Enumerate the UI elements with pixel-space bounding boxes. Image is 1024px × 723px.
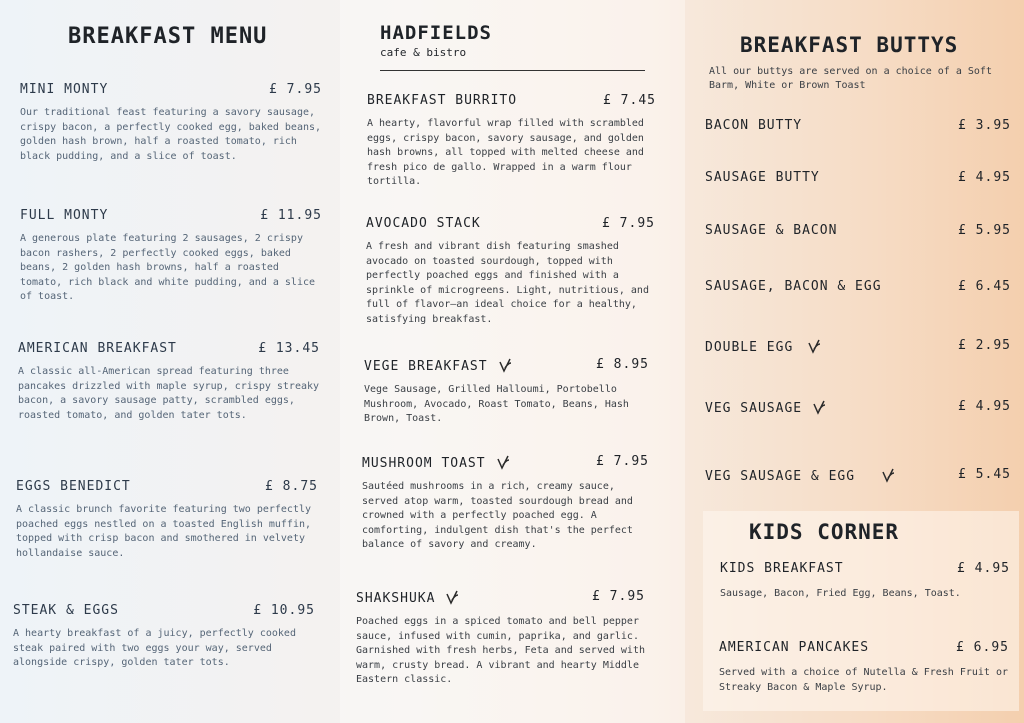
butty-item xyxy=(705,223,1011,238)
butty-price: £ 3.95 xyxy=(958,118,1011,133)
buttys-panel xyxy=(685,0,1024,723)
butty-name: SAUSAGE, BACON & EGG xyxy=(705,279,882,294)
butty-name: SAUSAGE & BACON xyxy=(705,223,838,238)
item-description: A fresh and vibrant dish featuring smashed avocado on toasted sourdough, topped with perfectly poached eggs and finished with a sprinkle of microgreens. Light, nutritious, and full of flavor—an ideal choice for a healthy, satisfying breakfast. xyxy=(366,241,649,325)
item-price: £ 7.95 xyxy=(602,216,655,231)
vegetarian-leaf-icon xyxy=(496,455,510,470)
butty-price: £ 4.95 xyxy=(958,170,1011,185)
header-divider xyxy=(380,70,645,71)
menu-item-eggs-benedict xyxy=(16,479,318,561)
butty-name: DOUBLE EGG xyxy=(705,340,794,355)
butty-item xyxy=(705,170,1011,185)
buttys-note: All our buttys are served on a choice of a Soft Barm, White or Brown Toast xyxy=(709,66,992,91)
butty-name: SAUSAGE BUTTY xyxy=(705,170,820,185)
item-name: AMERICAN PANCAKES xyxy=(719,640,870,655)
item-name: VEGE BREAKFAST xyxy=(364,359,488,374)
vegetarian-leaf-icon xyxy=(807,339,821,354)
specials-panel xyxy=(340,0,685,723)
item-description: A classic all-American spread featuring three pancakes drizzled with maple syrup, crispy streaky bacon, a savory sausage patty, scrambled eggs, roasted tomato, and golden tater tots. xyxy=(18,366,320,421)
item-name: MINI MONTY xyxy=(20,82,109,97)
vegetarian-leaf-icon xyxy=(445,590,459,605)
menu-item-american-pancakes xyxy=(719,640,1009,695)
vegetarian-leaf-icon xyxy=(812,400,826,415)
butty-price: £ 4.95 xyxy=(958,399,1011,414)
item-name: BREAKFAST BURRITO xyxy=(367,93,518,108)
item-price: £ 7.95 xyxy=(269,82,322,97)
item-price: £ 8.95 xyxy=(596,357,649,372)
item-name: STEAK & EGGS xyxy=(13,603,119,618)
item-description: Our traditional feast featuring a savory sausage, crispy bacon, a perfectly cooked egg, baked beans, golden hash brown, half a roasted tomato, rich black pudding, and a slice of toast. xyxy=(20,107,322,162)
item-description: Served with a choice of Nutella & Fresh Fruit or Streaky Bacon & Maple Syrup. xyxy=(719,667,1008,693)
item-price: £ 7.45 xyxy=(603,93,656,108)
item-name: MUSHROOM TOAST xyxy=(362,456,486,471)
item-name: KIDS BREAKFAST xyxy=(720,561,844,576)
menu-item-mushroom-toast xyxy=(362,452,649,553)
menu-item-breakfast-burrito xyxy=(367,93,656,190)
item-name: AMERICAN BREAKFAST xyxy=(18,341,177,356)
item-description: Poached eggs in a spiced tomato and bell pepper sauce, infused with cumin, paprika, and garlic. Garnished with fresh herbs, Feta and served with warm, crusty bread. A vibrant and hearty Middle Eastern classic. xyxy=(356,616,645,685)
butty-price: £ 6.45 xyxy=(958,279,1011,294)
butty-item xyxy=(705,397,1011,416)
item-name: AVOCADO STACK xyxy=(366,216,481,231)
brand-name: HADFIELDS xyxy=(380,22,492,44)
menu-item-mini-monty xyxy=(20,82,322,164)
item-description: Sausage, Bacon, Fried Egg, Beans, Toast. xyxy=(720,588,961,599)
item-description: A hearty, flavorful wrap filled with scrambled eggs, crispy bacon, savory sausage, and golden hash browns, all topped with melted cheese and fresh pico de gallo. Wrapped in a warm flour tortilla. xyxy=(367,118,644,187)
vegetarian-leaf-icon xyxy=(881,468,895,483)
butty-price: £ 5.95 xyxy=(958,223,1011,238)
item-price: £ 7.95 xyxy=(592,589,645,604)
item-description: A hearty breakfast of a juicy, perfectly cooked steak paired with two eggs your way, served alongside crispy, golden tater tots. xyxy=(13,628,296,668)
menu-item-american-breakfast xyxy=(18,341,320,423)
butty-item xyxy=(705,279,1011,294)
item-price: £ 10.95 xyxy=(253,603,315,618)
item-price: £ 13.45 xyxy=(258,341,320,356)
item-description: Vege Sausage, Grilled Halloumi, Portobello Mushroom, Avocado, Roast Tomato, Beans, Hash Brown, Toast. xyxy=(364,384,629,424)
item-name: EGGS BENEDICT xyxy=(16,479,131,494)
butty-name: BACON BUTTY xyxy=(705,118,803,133)
menu-item-shakshuka xyxy=(356,587,645,688)
breakfast-menu-title: BREAKFAST MENU xyxy=(68,24,268,49)
butty-item xyxy=(705,118,1011,133)
item-price: £ 6.95 xyxy=(956,640,1009,655)
item-description: A generous plate featuring 2 sausages, 2 crispy bacon rashers, 2 perfectly cooked eggs, baked beans, 2 golden hash browns, half a roasted tomato, rich black and white pudding, and a slice of toast. xyxy=(20,233,316,302)
butty-name: VEG SAUSAGE & EGG xyxy=(705,469,856,484)
kids-corner-section xyxy=(703,511,1019,711)
menu-item-vege-breakfast xyxy=(364,355,649,427)
buttys-title: BREAKFAST BUTTYS xyxy=(740,33,959,57)
butty-price: £ 5.45 xyxy=(958,467,1011,482)
menu-item-avocado-stack xyxy=(366,216,655,327)
item-price: £ 4.95 xyxy=(957,561,1010,576)
menu-item-full-monty xyxy=(20,208,322,305)
item-name: FULL MONTY xyxy=(20,208,109,223)
butty-price: £ 2.95 xyxy=(958,338,1011,353)
vegetarian-leaf-icon xyxy=(498,358,512,373)
brand-tagline: cafe & bistro xyxy=(380,46,467,59)
butty-item xyxy=(705,465,1011,484)
item-name: SHAKSHUKA xyxy=(356,591,436,606)
item-price: £ 8.75 xyxy=(265,479,318,494)
kids-corner-title: KIDS CORNER xyxy=(749,520,900,544)
butty-name: VEG SAUSAGE xyxy=(705,401,803,416)
item-description: A classic brunch favorite featuring two perfectly poached eggs nestled on a toasted English muffin, topped with crisp bacon and smothered in velvety hollandaise sauce. xyxy=(16,504,312,559)
menu-item-steak-and-eggs xyxy=(13,603,315,671)
brand-header xyxy=(380,22,492,59)
menu-item-kids-breakfast xyxy=(720,561,1010,602)
item-price: £ 11.95 xyxy=(260,208,322,223)
butty-item xyxy=(705,336,1011,355)
breakfast-menu-panel xyxy=(0,0,340,723)
item-description: Sautéed mushrooms in a rich, creamy sauce, served atop warm, toasted sourdough bread and crowned with a perfectly poached egg. A comforting, indulgent dish that's the perfect balance of savory and creamy. xyxy=(362,481,633,550)
item-price: £ 7.95 xyxy=(596,454,649,469)
